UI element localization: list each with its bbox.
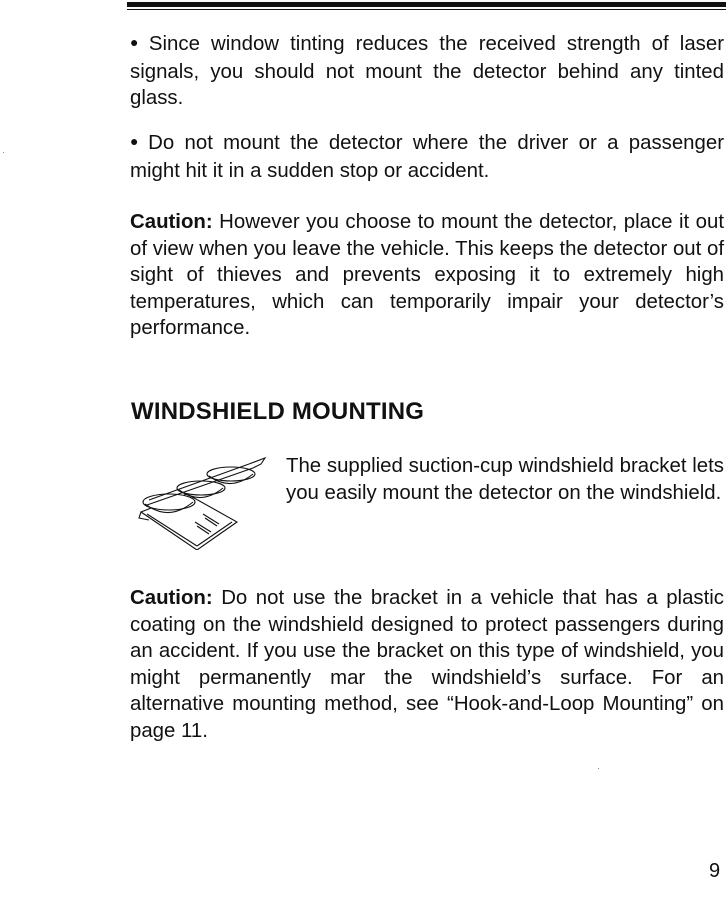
bullet-tinted-glass-text: Since window tinting reduces the received strength of laser signals, you should not mount the detector behind any tinted glass. — [130, 33, 724, 109]
header-rule-thin — [127, 9, 726, 10]
caution-placement-text: However you choose to mount the detector, place it out of view when you leave the vehicle. This keeps the detector out of sight of thieves and prevents exposing it to extremely high temperatures, which can temporarily impair your detector’s performance. — [130, 211, 724, 339]
caution-label: Caution: — [130, 211, 213, 233]
suction-cup-bracket-icon — [137, 452, 267, 550]
caution-label: Caution: — [130, 587, 213, 609]
page-number: 9 — [709, 860, 721, 882]
section-heading: WINDSHIELD MOUNTING — [131, 398, 425, 425]
header-rule — [127, 2, 726, 7]
bullet-driver-passenger-text: Do not mount the detector where the driver or a passenger might hit it in a sudden stop or accident. — [130, 132, 724, 182]
bullet-driver-passenger — [130, 130, 724, 184]
scan-speck — [3, 152, 4, 153]
scan-speck — [598, 768, 599, 769]
caution-coating — [130, 585, 724, 744]
bracket-intro: The supplied suction-cup windshield bracket lets you easily mount the detector on the windshield. — [286, 455, 724, 504]
bullet-icon: ● — [130, 34, 144, 50]
bullet-icon: ● — [130, 133, 144, 149]
caution-coating-text: Do not use the bracket in a vehicle that has a plastic coating on the windshield designed to protect passengers during an accident. If you use the bracket on this type of windshield, you might permanently mar the windshield’s surface. For an alternative mounting method, see “Hook-and-Loop Mounting” on page 11. — [130, 587, 724, 742]
bullet-tinted-glass — [130, 31, 724, 112]
caution-placement — [130, 209, 724, 342]
